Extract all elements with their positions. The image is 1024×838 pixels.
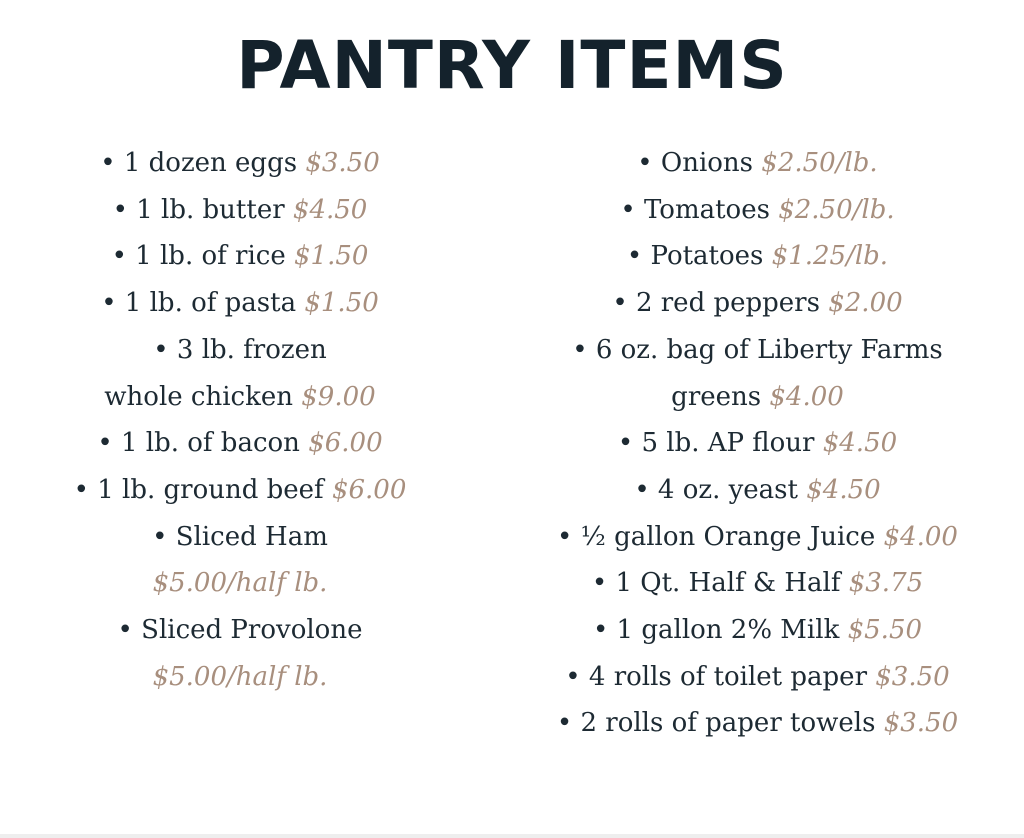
list-item bbox=[495, 280, 1020, 327]
item-price: $5.50 bbox=[847, 615, 923, 646]
item-price: $4.50 bbox=[292, 194, 368, 225]
item-name: whole chicken bbox=[104, 381, 302, 412]
item-price: $3.50 bbox=[875, 661, 950, 692]
item-name: • 5 lb. AP flour bbox=[617, 428, 823, 459]
list-item bbox=[40, 140, 440, 187]
list-item bbox=[495, 140, 1020, 187]
list-item bbox=[495, 560, 1020, 607]
item-name: • 1 lb. of pasta bbox=[101, 288, 305, 319]
left-column bbox=[40, 140, 440, 700]
item-price: $2.50/lb. bbox=[761, 148, 878, 178]
item-name: • 1 lb. of bacon bbox=[97, 428, 309, 459]
right-column bbox=[495, 140, 1020, 747]
list-item bbox=[40, 514, 440, 561]
item-price: $6.00 bbox=[331, 474, 407, 505]
list-item-continued bbox=[40, 560, 440, 607]
list-item bbox=[495, 700, 1020, 747]
item-price: $4.50 bbox=[806, 474, 881, 505]
item-price: $3.75 bbox=[848, 568, 924, 599]
bottom-divider bbox=[0, 834, 1024, 838]
item-name: • 2 red peppers bbox=[612, 288, 829, 319]
item-name: • Sliced Provolone bbox=[117, 615, 363, 646]
list-item bbox=[495, 654, 1020, 701]
item-price: $1.25/lb. bbox=[771, 241, 889, 272]
list-item bbox=[495, 514, 1020, 561]
item-name: • 1 Qt. Half & Half bbox=[591, 568, 849, 599]
list-item bbox=[495, 420, 1020, 467]
list-item bbox=[495, 233, 1020, 280]
item-name: • Tomatoes bbox=[620, 194, 779, 225]
list-item bbox=[495, 187, 1020, 234]
list-item bbox=[40, 420, 440, 467]
item-price: $3.50 bbox=[883, 708, 959, 739]
item-name: • 1 lb. butter bbox=[112, 194, 293, 225]
item-name: • 4 rolls of toilet paper bbox=[565, 661, 876, 692]
item-price: $5.00/half lb. bbox=[152, 568, 328, 599]
list-item bbox=[495, 327, 1020, 374]
list-item-continued bbox=[40, 374, 440, 421]
item-price: $1.50 bbox=[293, 241, 369, 272]
item-price: $6.00 bbox=[308, 428, 383, 459]
item-price: $4.00 bbox=[883, 521, 958, 552]
list-item-continued bbox=[495, 374, 1020, 421]
item-price: $4.00 bbox=[769, 381, 844, 412]
item-name: • 1 lb. of rice bbox=[111, 241, 294, 272]
item-price: $3.50 bbox=[305, 148, 380, 178]
item-price: $2.00 bbox=[828, 288, 903, 319]
item-name: • 1 dozen eggs bbox=[100, 148, 306, 178]
item-name: greens bbox=[671, 381, 770, 412]
list-item bbox=[495, 467, 1020, 514]
list-item bbox=[495, 607, 1020, 654]
list-item-continued bbox=[40, 654, 440, 701]
item-price: $5.00/half lb. bbox=[152, 661, 328, 692]
list-item bbox=[40, 187, 440, 234]
item-name: • 1 gallon 2% Milk bbox=[592, 615, 848, 646]
item-name: • ½ gallon Orange Juice bbox=[557, 521, 884, 552]
item-name: • 1 lb. ground beef bbox=[73, 474, 332, 505]
list-item bbox=[40, 607, 440, 654]
list-item bbox=[40, 327, 440, 374]
item-name: • 3 lb. frozen bbox=[153, 334, 327, 365]
item-name: • 4 oz. yeast bbox=[634, 474, 807, 505]
list-item bbox=[40, 233, 440, 280]
item-price: $1.50 bbox=[304, 288, 379, 319]
item-name: • 2 rolls of paper towels bbox=[556, 708, 884, 739]
item-price: $9.00 bbox=[301, 381, 376, 412]
item-name: • Onions bbox=[637, 148, 762, 178]
list-item bbox=[40, 280, 440, 327]
item-price: $2.50/lb. bbox=[778, 194, 895, 225]
item-name: • Sliced Ham bbox=[152, 521, 328, 552]
list-item bbox=[40, 467, 440, 514]
page-title: PANTRY ITEMS bbox=[236, 27, 788, 104]
item-price: $4.50 bbox=[822, 428, 898, 459]
item-name: • 6 oz. bag of Liberty Farms bbox=[572, 334, 943, 365]
item-name: • Potatoes bbox=[626, 241, 772, 272]
